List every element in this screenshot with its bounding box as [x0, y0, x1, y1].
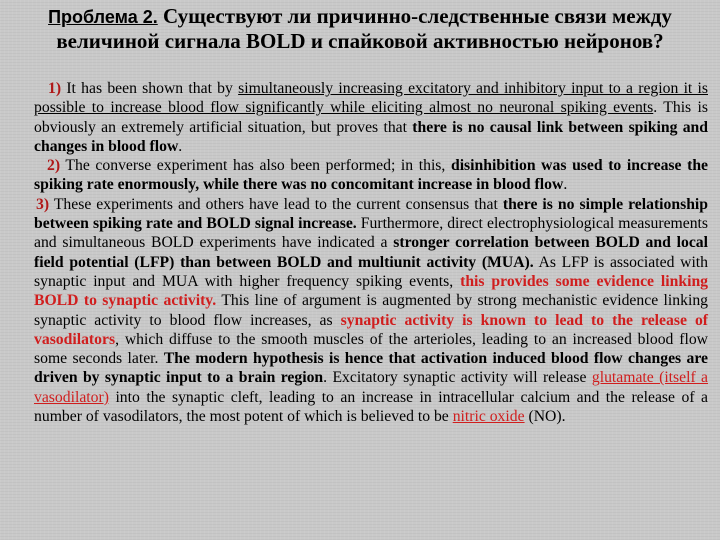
paragraph-number: 1): [48, 80, 62, 97]
text-run: . This is obviously an extremely artificial situation, but proves that: [34, 99, 708, 136]
text-run: .: [178, 137, 183, 155]
text-run: , which diffuse to the smooth muscles of the arterioles, leading to an increased blood flow some seconds later.: [34, 330, 708, 368]
problem-question: Существуют ли причинно-следственные связи между величиной сигнала BOLD и спайковой активностью нейронов?: [56, 4, 672, 53]
bold-text: there is no simple relationship between spiking rate and BOLD signal increase.: [34, 195, 709, 233]
text-run: This line of argument is augmented by strong mechanistic evidence linking synaptic activity to blood flow increases, as: [34, 292, 709, 329]
slide-body: [34, 79, 708, 426]
bold-text: disinhibition was used to increase the spiking rate enormously, while there was no concomitant increase in blood flow: [34, 157, 709, 194]
underlined-text: simultaneously increasing excitatory and inhibitory input to a region it is possible to increase blood flow significantly while eliciting almost no neuronal spiking events: [34, 80, 708, 117]
highlighted-text: this provides some evidence linking BOLD to synaptic activity.: [34, 272, 709, 310]
text-run: Furthermore, direct electrophysiological measurements and simultaneous BOLD experiments have indicated a: [34, 215, 708, 252]
text-run: (NO).: [528, 408, 566, 426]
paragraph-number: 3): [36, 195, 50, 213]
nitric-oxide-link[interactable]: nitric oxide: [452, 408, 525, 426]
text-run: The converse experiment has also been performed; in this,: [65, 157, 446, 175]
text-run: into the synaptic cleft, leading to an increase in intracellular calcium and the release of a number of vasodilators, the most potent of which is believed to be: [34, 388, 708, 426]
paragraph-2: [34, 156, 708, 195]
text-run: As LFP is associated with synaptic input and MUA with higher frequency spiking events,: [34, 253, 709, 290]
bold-text: there is no causal link between spiking and changes in blood flow: [34, 118, 709, 155]
problem-label: Проблема 2.: [48, 7, 158, 27]
text-run: .: [563, 176, 568, 194]
highlighted-text: synaptic activity is known to lead to the release of vasodilators: [34, 311, 709, 348]
text-run: These experiments and others have lead to the current consensus that: [53, 195, 498, 213]
slide-title: [20, 4, 700, 53]
text-run: It has been shown that by: [66, 80, 233, 97]
paragraph-3: [34, 195, 708, 427]
paragraph-number: 2): [47, 157, 61, 175]
paragraph-1: [34, 79, 708, 156]
bold-text: The modern hypothesis is hence that activation induced blood flow changes are driven by synaptic input to a brain region: [34, 350, 709, 387]
bold-text: stronger correlation between BOLD and local field potential (LFP) than between BOLD and multiunit activity (MUA).: [34, 234, 708, 271]
glutamate-link[interactable]: glutamate (itself a vasodilator): [34, 369, 709, 406]
text-run: . Excitatory synaptic activity will release: [323, 369, 587, 387]
